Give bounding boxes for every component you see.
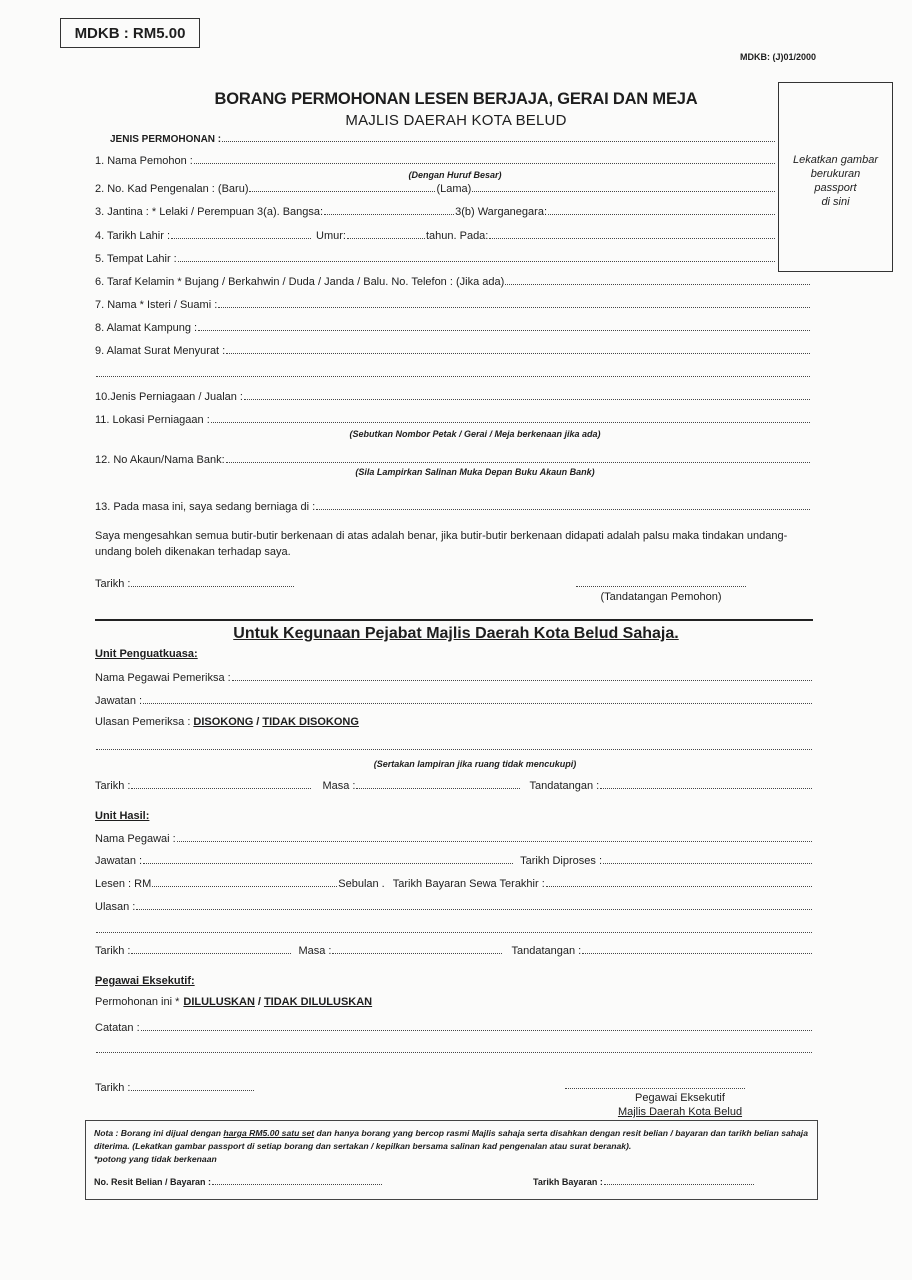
inspector-review-label: Ulasan Pemeriksa :: [95, 716, 191, 728]
executive-heading: Pegawai Eksekutif:: [95, 975, 195, 987]
revenue-officer-row: [95, 831, 813, 847]
revenue-remarks-label: Ulasan :: [95, 901, 136, 913]
footer-note-text: [94, 1127, 809, 1153]
business-location-label: 11. Lokasi Perniagaan :: [95, 414, 210, 426]
application-type-row: [110, 131, 776, 147]
footer-note-box: [85, 1120, 818, 1200]
option-approved[interactable]: DILULUSKAN: [183, 996, 255, 1008]
bank-account-label: 12. No Akaun/Nama Bank:: [95, 454, 225, 466]
birth-place-label: 5. Tempat Lahir :: [95, 253, 177, 265]
revenue-remarks-row: [95, 899, 813, 915]
gender-race-label: 3. Jantina : * Lelaki / Perempuan 3(a). Bangsa:: [95, 206, 324, 218]
photo-instruction-line: Lekatkan gambar: [793, 154, 878, 166]
mailing-address-row-2: [95, 366, 811, 382]
executive-sign-org: Majlis Daerah Kota Belud: [617, 1106, 743, 1118]
section-divider: [95, 619, 813, 621]
revenue-remarks-field[interactable]: [136, 899, 812, 910]
marital-phone-label: 6. Taraf Kelamin * Bujang / Berkahwin / Duda / Janda / Balu. No. Telefon : (Jika ada): [95, 276, 505, 288]
application-type-label: JENIS PERMOHONAN :: [110, 134, 222, 145]
applicant-name-field[interactable]: [194, 153, 775, 164]
revenue-time-field[interactable]: [332, 943, 502, 954]
inspector-date-field[interactable]: [131, 778, 311, 789]
inspector-name-label: Nama Pegawai Pemeriksa :: [95, 672, 231, 684]
inspector-date-label: Tarikh :: [95, 780, 131, 792]
license-fee-label: Lesen : RM: [95, 878, 152, 890]
inspector-position-label: Jawatan :: [95, 695, 143, 707]
spouse-name-row: [95, 297, 811, 313]
executive-notes-label: Catatan :: [95, 1022, 140, 1034]
revenue-position-row: [95, 853, 813, 869]
revenue-position-label: Jawatan :: [95, 855, 143, 867]
executive-notes-row: [95, 1020, 813, 1036]
note-price: harga RM5.00 satu set: [223, 1128, 315, 1138]
race-field[interactable]: [324, 204, 454, 215]
applicant-signature-field[interactable]: [576, 576, 746, 587]
mailing-address-row: [95, 343, 811, 359]
inspector-review-row: [95, 716, 495, 732]
bank-account-hint: (Sila Lampirkan Salinan Muka Depan Buku Akaun Bank): [355, 467, 595, 477]
attachment-hint: (Sertakan lampiran jika ruang tidak mencukupi): [373, 759, 577, 769]
option-separator: /: [256, 716, 260, 728]
inspector-time-field[interactable]: [356, 778, 520, 789]
mailing-address-label: 9. Alamat Surat Menyurat :: [95, 345, 226, 357]
payment-date-field[interactable]: [604, 1174, 754, 1185]
revenue-position-field[interactable]: [143, 853, 513, 864]
applicant-name-label: 1. Nama Pemohon :: [95, 155, 193, 167]
applicant-signature-caption: (Tandatangan Pemohon): [600, 591, 722, 603]
application-type-field[interactable]: [222, 131, 775, 142]
payment-date-label: Tarikh Bayaran :: [533, 1177, 603, 1187]
form-code: MDKB: (J)01/2000: [739, 52, 816, 62]
gender-race-row: [95, 204, 776, 220]
revenue-signature-label: Tandatangan :: [511, 945, 582, 957]
age-label: Umur:: [316, 230, 346, 242]
processed-date-label: Tarikh Diproses :: [520, 855, 603, 867]
revenue-date-label: Tarikh :: [95, 945, 131, 957]
note-strike-instruction: *potong yang tidak berkenaan: [94, 1154, 217, 1164]
executive-date-label: Tarikh :: [95, 1082, 131, 1094]
last-rent-field[interactable]: [546, 876, 812, 887]
inspector-sign-row: [95, 778, 813, 794]
inspector-position-field[interactable]: [143, 693, 812, 704]
enforcement-heading: Unit Penguatkuasa:: [95, 648, 198, 660]
option-separator: /: [257, 996, 261, 1008]
birth-place-row: [95, 251, 776, 267]
option-not-supported[interactable]: TIDAK DISOKONG: [262, 716, 359, 728]
business-type-label: 10.Jenis Perniagaan / Jualan :: [95, 391, 243, 403]
per-month-label: Sebulan .: [338, 878, 385, 890]
inspector-name-row: [95, 670, 813, 686]
applicant-date-row: [95, 576, 295, 592]
price-badge: MDKB : RM5.00: [60, 18, 200, 48]
ic-new-field[interactable]: [249, 181, 435, 192]
inspector-name-field[interactable]: [232, 670, 812, 681]
last-rent-label: Tarikh Bayaran Sewa Terakhir :: [392, 878, 545, 890]
form-title: BORANG PERMOHONAN LESEN BERJAJA, GERAI DAN MEJA: [214, 90, 698, 108]
citizenship-label: 3(b) Warganegara:: [455, 206, 547, 218]
revenue-officer-label: Nama Pegawai :: [95, 833, 176, 845]
inspector-time-label: Masa :: [322, 780, 356, 792]
village-address-field[interactable]: [198, 320, 810, 331]
photo-instruction-line: berukuran: [810, 168, 861, 180]
current-business-label: 13. Pada masa ini, saya sedang berniaga di :: [95, 501, 316, 513]
mailing-address-field[interactable]: [226, 343, 810, 354]
spouse-name-label: 7. Nama * Isteri / Suami :: [95, 299, 218, 311]
bank-account-field[interactable]: [226, 452, 810, 463]
note-prefix: Nota : Borang ini dijual dengan: [94, 1128, 224, 1138]
business-type-field[interactable]: [244, 389, 810, 400]
birth-date-label: 4. Tarikh Lahir :: [95, 230, 171, 242]
age-at-label: tahun. Pada:: [425, 230, 489, 242]
ic-number-row: [95, 181, 776, 197]
revenue-officer-field[interactable]: [177, 831, 812, 842]
ic-new-label: 2. No. Kad Pengenalan : (Baru): [95, 183, 249, 195]
executive-date-field[interactable]: [131, 1080, 254, 1091]
revenue-signature-field[interactable]: [582, 943, 812, 954]
executive-sign-title: Pegawai Eksekutif: [635, 1092, 725, 1104]
license-fee-row: [95, 876, 813, 892]
executive-signature-field[interactable]: [565, 1078, 745, 1089]
inspector-review-field[interactable]: [96, 739, 812, 750]
village-address-row: [95, 320, 811, 336]
inspector-review-line: [95, 739, 813, 755]
revenue-remarks-line-2: [95, 922, 813, 938]
ic-old-field[interactable]: [472, 181, 775, 192]
business-type-row: [95, 389, 811, 405]
photo-instruction-line: passport: [814, 182, 857, 194]
inspector-position-row: [95, 693, 813, 709]
revenue-time-label: Masa :: [298, 945, 332, 957]
executive-notes-line-2: [95, 1042, 813, 1058]
business-location-row: [95, 412, 811, 428]
marital-phone-row: [95, 274, 811, 290]
passport-photo-box[interactable]: [778, 82, 893, 272]
revenue-heading: Unit Hasil:: [95, 810, 150, 822]
applicant-date-field[interactable]: [131, 576, 294, 587]
office-section-title: Untuk Kegunaan Pejabat Majlis Daerah Kota Belud Sahaja.: [233, 625, 679, 642]
receipt-label: No. Resit Belian / Bayaran :: [94, 1177, 212, 1187]
applicant-name-row: [95, 153, 776, 169]
photo-instruction-line: di sini: [821, 196, 850, 208]
receipt-row: [94, 1174, 809, 1189]
receipt-field[interactable]: [212, 1174, 382, 1185]
birth-date-row: [95, 228, 776, 244]
revenue-remarks-field-2[interactable]: [96, 922, 812, 933]
current-business-row: [95, 499, 811, 515]
approval-label: Permohonan ini *: [95, 996, 180, 1008]
option-rejected[interactable]: TIDAK DILULUSKAN: [263, 996, 373, 1008]
business-location-field[interactable]: [211, 412, 810, 423]
applicant-name-hint: (Dengan Huruf Besar): [408, 170, 502, 180]
option-supported[interactable]: DISOKONG: [193, 716, 254, 728]
executive-date-row: [95, 1080, 255, 1096]
executive-notes-field-2[interactable]: [96, 1042, 812, 1053]
citizenship-field[interactable]: [548, 204, 775, 215]
spouse-name-field[interactable]: [218, 297, 810, 308]
note-body: dan hanya borang yang bercop rasmi Majlis sahaja serta disahkan dengan resit belian / bayaran dan tarikh belian sahaja diterima. (Lekatkan gambar passport di setiap borang dan sertakan / kepilkan bersama salinan kad pengenalan atau surat beranak).: [94, 1128, 808, 1151]
inspector-signature-label: Tandatangan :: [529, 780, 600, 792]
mailing-address-field-2[interactable]: [96, 366, 810, 377]
revenue-sign-row: [95, 943, 813, 959]
age-field[interactable]: [347, 228, 425, 239]
birth-date-field[interactable]: [171, 228, 311, 239]
license-fee-field[interactable]: [152, 876, 337, 887]
birth-place-field[interactable]: [178, 251, 775, 262]
village-address-label: 8. Alamat Kampung :: [95, 322, 198, 334]
ic-old-label: (Lama): [436, 183, 472, 195]
declaration-text: Saya mengesahkan semua butir-butir berkenaan di atas adalah benar, jika butir-butir berkenaan didapati adalah palsu maka tindakan undang-undang boleh dikenakan terhadap saya.: [95, 530, 788, 558]
applicant-date-label: Tarikh :: [95, 578, 131, 590]
form-subtitle: MAJLIS DAERAH KOTA BELUD: [345, 112, 567, 129]
revenue-date-field[interactable]: [131, 943, 291, 954]
approval-row: [95, 996, 495, 1012]
current-business-field[interactable]: [316, 499, 810, 510]
inspector-signature-field[interactable]: [600, 778, 812, 789]
business-location-hint: (Sebutkan Nombor Petak / Gerai / Meja berkenaan jika ada): [349, 429, 601, 439]
age-at-field[interactable]: [489, 228, 775, 239]
bank-account-row: [95, 452, 811, 468]
executive-notes-field[interactable]: [141, 1020, 812, 1031]
phone-field[interactable]: [505, 274, 810, 285]
processed-date-field[interactable]: [603, 853, 812, 864]
